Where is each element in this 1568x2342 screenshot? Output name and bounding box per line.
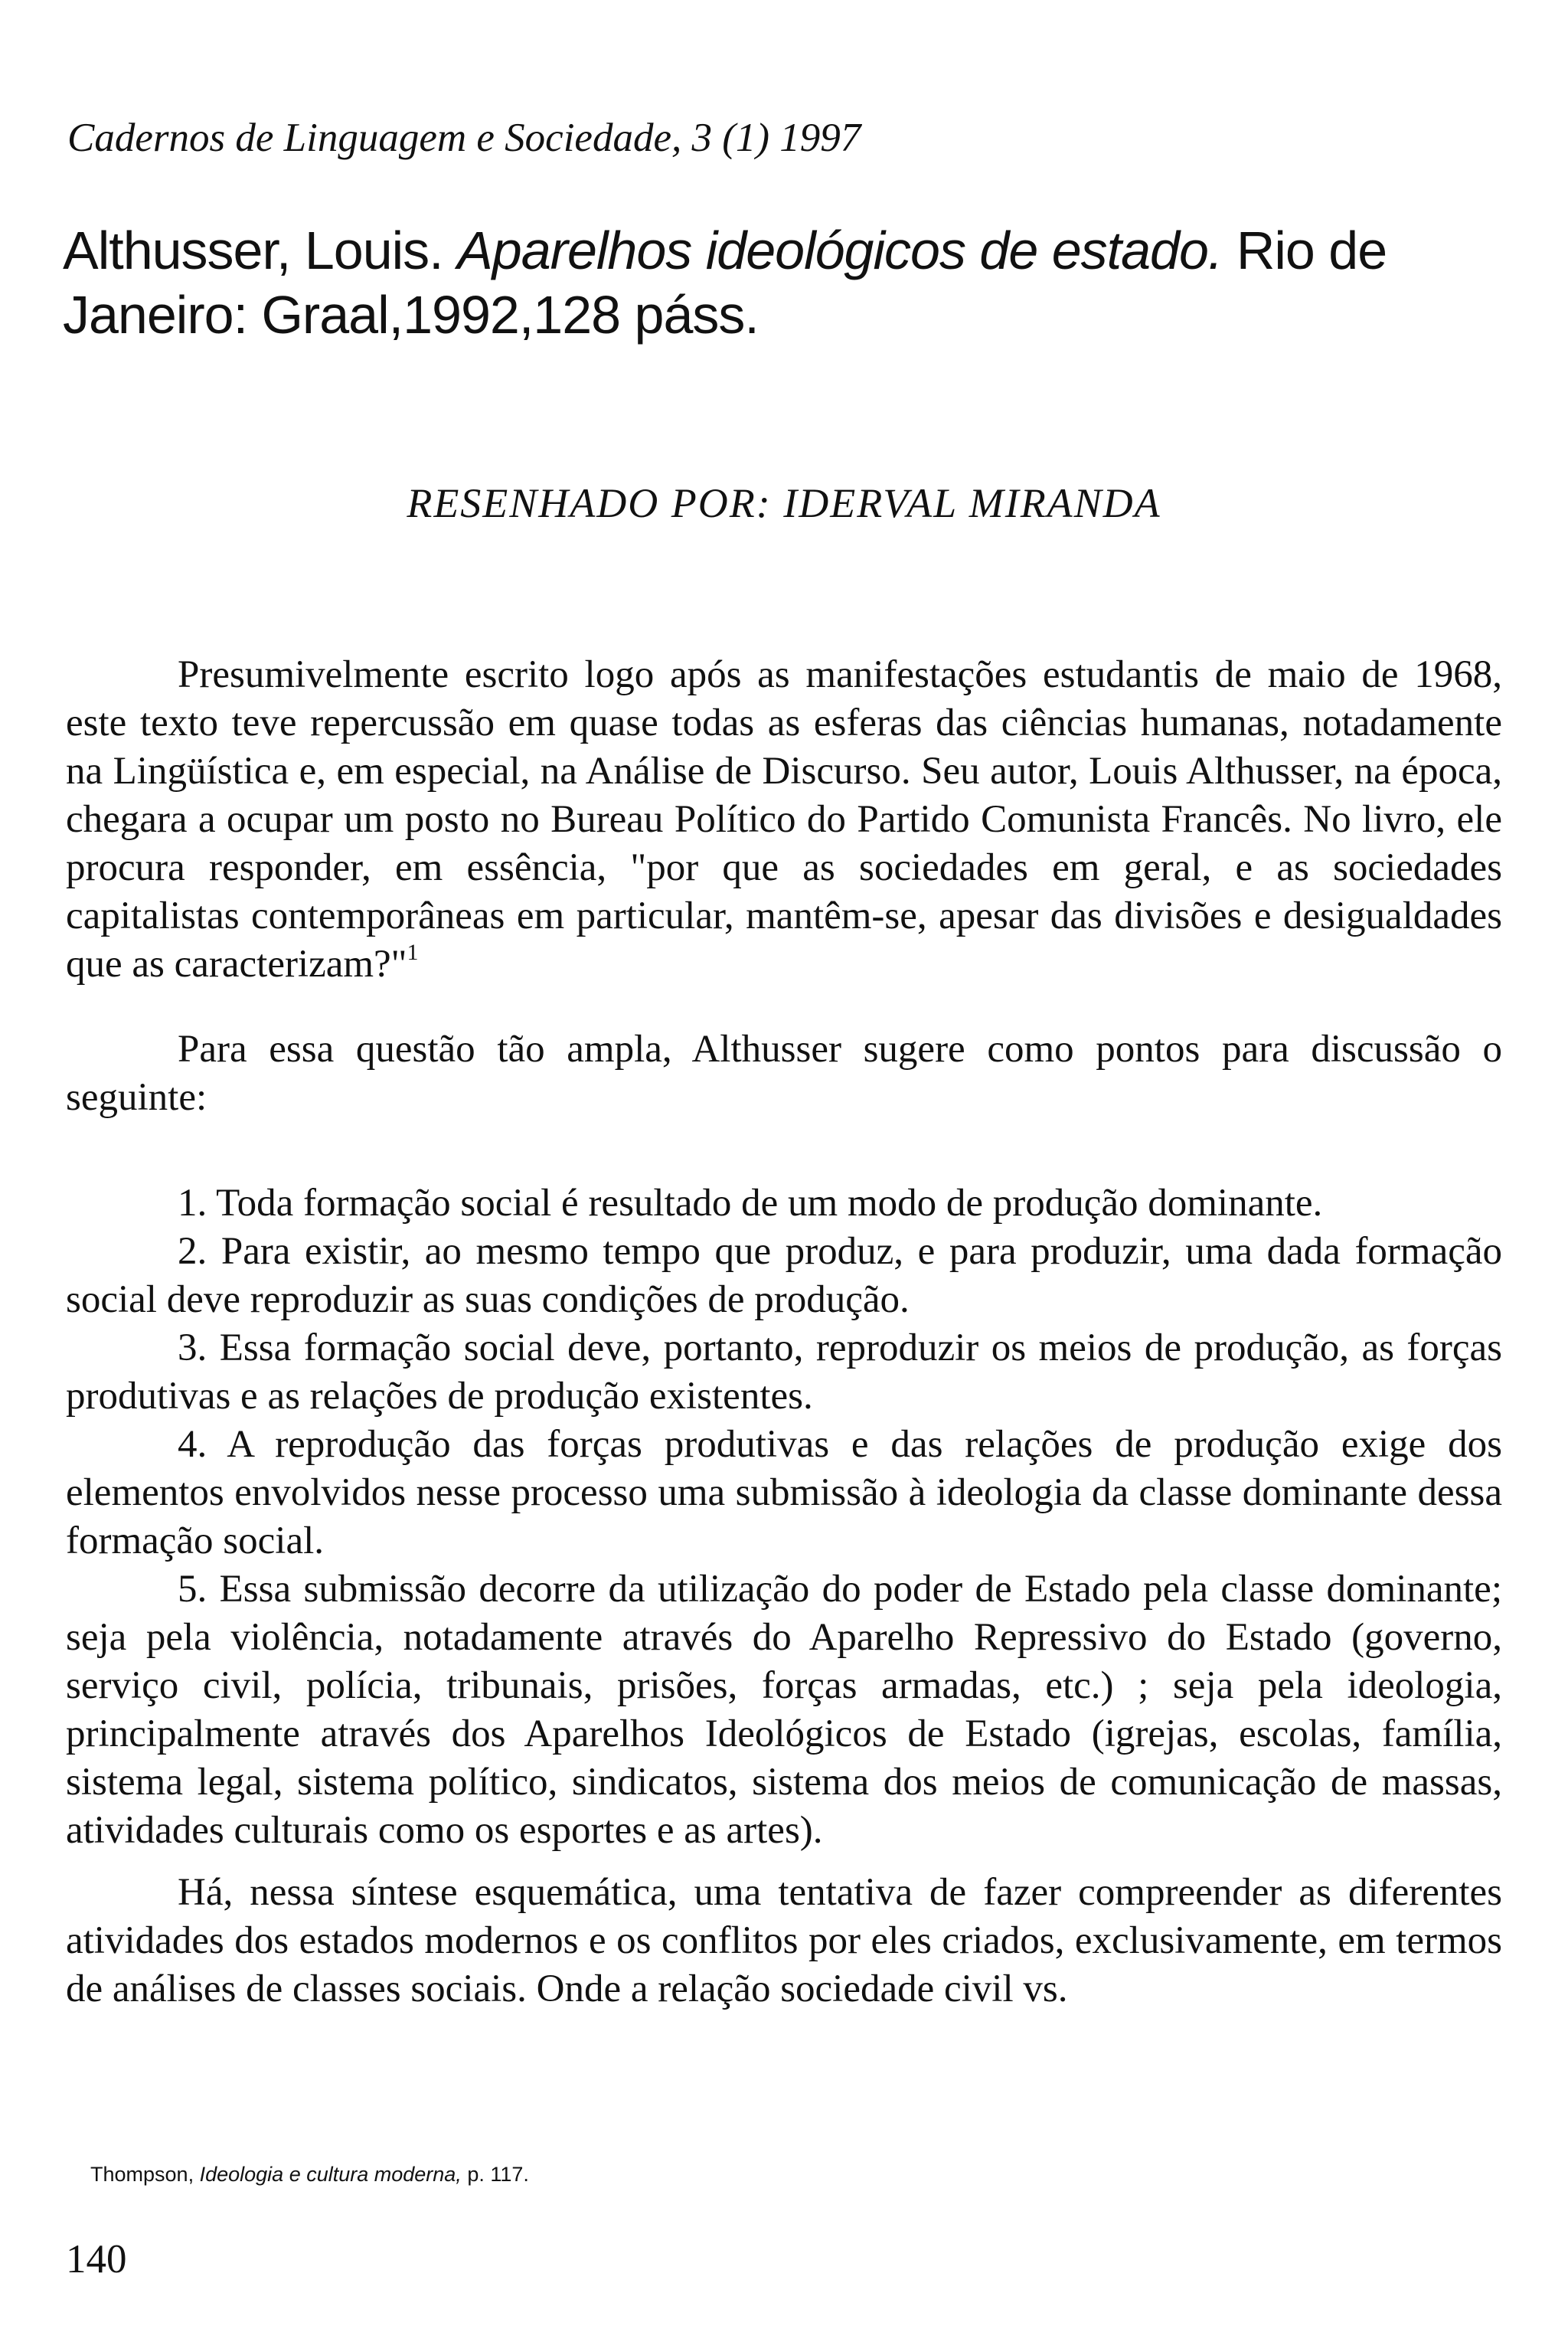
footnote-author: Thompson, bbox=[90, 2163, 194, 2186]
book-title: Aparelhos ideológicos de estado. bbox=[457, 221, 1223, 280]
list-item-2: 2. Para existir, ao mesmo tempo que produz, e para produzir, uma dada formação social deve reproduzir as suas condições de produção. bbox=[66, 1230, 1502, 1321]
list-item-1: 1. Toda formação social é resultado de um modo de produção dominante. bbox=[178, 1182, 1323, 1225]
paragraph-synthesis: Há, nessa síntese esquemática, uma tentativa de fazer compreender as diferentes atividades dos estados modernos e os conflitos por eles criados, exclusivamente, em termos de análises de classes sociais. Onde a relação sociedade civil vs. bbox=[66, 1871, 1502, 2010]
list-item-3: 3. Essa formação social deve, portanto, reproduzir os meios de produção, as forças produtivas e as relações de produção existentes. bbox=[66, 1326, 1502, 1418]
footnote-page: p. 117. bbox=[467, 2163, 529, 2186]
book-author: Althusser, Louis. bbox=[63, 221, 443, 280]
reviewer-line: RESENHADO POR: IDERVAL MIRANDA bbox=[407, 480, 1161, 526]
book-publication: Rio de Janeiro: Graal,1992,128 páss. bbox=[63, 221, 1387, 345]
list-item-5: 5. Essa submissão decorre da utilização do poder de Estado pela classe dominante; seja pela violência, notadamente através do Aparelho Repressivo do Estado (governo, serviço civil, polícia, tribunais, prisões, forças armadas, etc.) ; seja pela ideologia, principalmente através dos Aparelhos Ideológicos de Estado (igrejas, escolas, família, sistema legal, sistema político, sindicatos, sistema dos meios de comunicação de massas, atividades culturais como os esportes e as artes). bbox=[66, 1568, 1502, 1852]
footnote-marker: 1 bbox=[407, 940, 419, 965]
book-reference bbox=[63, 218, 1502, 347]
list-item-4: 4. A reprodução das forças produtivas e das relações de produção exige dos elementos envolvidos nesse processo uma submissão à ideologia da classe dominante dessa formação social. bbox=[66, 1423, 1502, 1562]
journal-header: Cadernos de Linguagem e Sociedade, 3 (1) 1997 bbox=[67, 116, 861, 160]
review-body bbox=[66, 651, 1502, 2013]
footnote-title: Ideologia e cultura moderna, bbox=[199, 2163, 462, 2186]
footnote bbox=[90, 2162, 529, 2187]
page-number: 140 bbox=[66, 2237, 127, 2281]
paragraph-intro: Presumivelmente escrito logo após as manifestações estudantis de maio de 1968, este texto teve repercussão em quase todas as esferas das ciências humanas, notadamente na Lingüística e, em especial, na Análise de Discurso. Seu autor, Louis Althusser, na época, chegara a ocupar um posto no Bureau Político do Partido Comunista Francês. No livro, ele procura responder, em essência, "por que as sociedades em geral, e as sociedades capitalistas contemporâneas em particular, mantêm-se, apesar das divisões e desigualdades que as caracterizam?"$^1$ bbox=[66, 653, 1502, 986]
paragraph-question: Para essa questão tão ampla, Althusser sugere como pontos para discussão o seguinte: bbox=[66, 1028, 1502, 1119]
